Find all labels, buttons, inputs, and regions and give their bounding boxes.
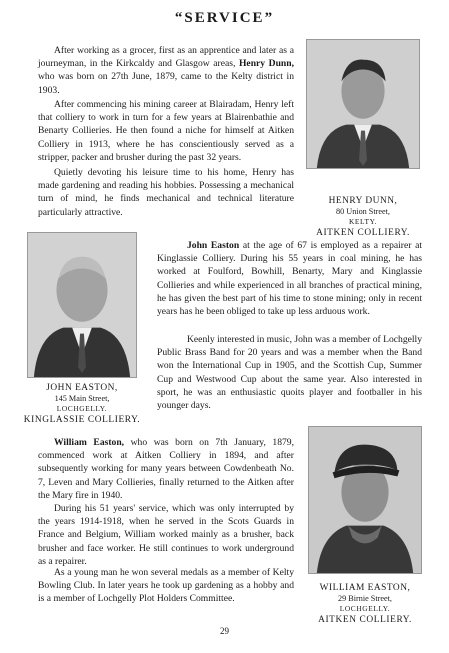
dunn-paragraph-2: After commencing his mining career at Blairadam, Henry left that colliery to work in turn for a few years at Blairenbathie and Benarty Collieries. He then found a niche for himself at Aitken Colliery in 1913, where he has conscientiously served as a stripper, packer and brusher during the past 32 years.	[38, 99, 294, 163]
dunn-paragraph-3: Quietly devoting his leisure time to his home, Henry has made gardening and reading his hobbies. Possessing a mechanical turn of mind, he finds mechanical and technical literature particularly attractive.	[38, 167, 294, 218]
william-easton-photo	[308, 426, 422, 574]
dunn-name: Henry Dunn,	[238, 58, 295, 70]
william-name: William Easton,	[54, 437, 125, 448]
john-name: John Easton	[187, 240, 240, 251]
william-paragraph-3: As a young man he won several medals as a member of Kelty Bowling Club. In later years he took up gardening as a hobby and is a member of Lochgelly Plot Holders Committee.	[38, 567, 294, 605]
caption-address: 29 Birnie Street,	[338, 593, 392, 603]
caption-town: LOCHGELLY.	[339, 604, 391, 613]
caption-address: 80 Union Street,	[336, 206, 390, 216]
john-paragraph-1: John Easton at the age of 67 is employed as a repairer at Kinglassie Colliery. During his 55 years in coal mining, he has worked at Foulford, Bowhill, Benarty, Mary and Kinglassie Collieries and while experienced in all branches of practical mining, he has given the best part of his time to stone mining; only in recent years has he been obliged to take up less arduous work.	[157, 240, 423, 318]
caption-name: WILLIAM EASTON,	[319, 583, 411, 593]
william-paragraph-1: William Easton, who was born on 7th January, 1879, commenced work at Aitken Colliery in 1894, and after subsequently working for many years between Cowdenbeath No. 7, Leven and Mary Collieries, finally returned to the Aitken after the Mary fire in 1940.	[38, 437, 294, 501]
page-number: 29	[220, 626, 229, 636]
john-easton-caption	[16, 383, 148, 425]
caption-name: JOHN EASTON,	[46, 383, 118, 393]
caption-colliery: AITKEN COLLIERY.	[318, 614, 412, 625]
henry-dunn-caption	[290, 196, 436, 238]
dunn-paragraph-1: After working as a grocer, first as an apprentice and later as a journeyman, in the Kirkcaldy and Glasgow areas, Henry Dunn, who was born on 27th June, 1879, came to the Kelty district in 1903.	[38, 45, 295, 96]
caption-name: HENRY DUNN,	[328, 196, 398, 206]
william-easton-caption	[292, 583, 438, 625]
caption-colliery: AITKEN COLLIERY.	[316, 227, 410, 238]
henry-dunn-photo	[306, 39, 420, 169]
caption-town: LOCHGELLY.	[56, 404, 108, 413]
caption-address: 145 Main Street,	[54, 393, 110, 403]
page-title: “SERVICE”	[174, 10, 275, 26]
caption-town: KELTY.	[348, 217, 378, 226]
william-paragraph-2: During his 51 years' service, which was only interrupted by the years 1914-1918, when he served in the Scots Guards in France and Belgium, William worked mainly as a brusher, back brusher and face worker. He still continues to work underground as a repairer.	[38, 503, 294, 567]
john-paragraph-2: Keenly interested in music, John was a member of Lochgelly Public Brass Band for 20 years and was a member when the Band won the International Cup in 1905, and the Scottish Cup, Summer Cup and Westwood Cup about the same year. Also interested in sport, he was an enthusiastic quoits player and footballer in his younger days.	[157, 334, 422, 412]
john-easton-photo	[27, 232, 137, 378]
caption-colliery: KINGLASSIE COLLIERY.	[23, 414, 141, 425]
